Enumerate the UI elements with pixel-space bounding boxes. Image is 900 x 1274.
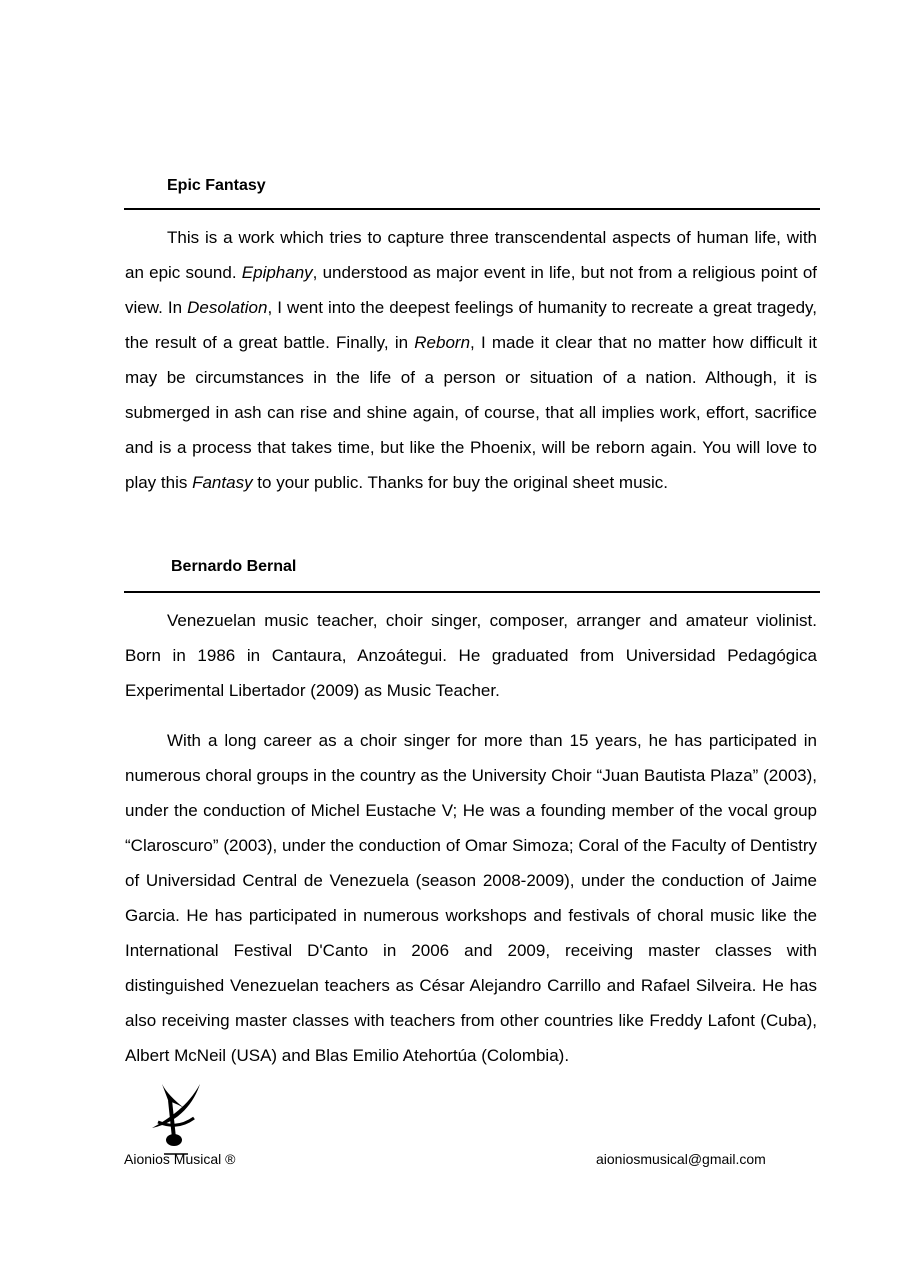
heading-divider xyxy=(124,591,820,593)
text-run: , I went into the deepest feelings of humanity to recreate a great tragedy, the result of a great battle. Finally, in xyxy=(125,298,817,352)
italic-title-run: Desolation xyxy=(187,298,268,317)
footer-brand: Aionios Musical ® xyxy=(124,1151,236,1167)
text-run: , I made it clear that no matter how difficult it may be circumstances in the life of a person or situation of a nation. Although, it is submerged in ash can rise and shine again, of course, that all implies work, effort, sacrifice and is a process that takes time, but like the Phoenix, will be reborn again. You will love to play this xyxy=(125,333,818,492)
italic-title-run: Reborn xyxy=(414,333,471,352)
epic-fantasy-description xyxy=(125,220,817,500)
section-heading-bernardo-bernal: Bernardo Bernal xyxy=(171,558,297,575)
heading-divider xyxy=(124,208,820,210)
italic-title-run: Epiphany xyxy=(241,263,313,282)
text-run: , understood as major event in life, but not from a religious point of view. In xyxy=(125,263,818,317)
text-run: This is a work which tries to capture three transcendental aspects of human life, with an epic sound. xyxy=(125,228,817,282)
bio-paragraph-2: With a long career as a choir singer for more than 15 years, he has participated in numerous choral groups in the country as the University Choir “Juan Bautista Plaza” (2003), under the conduction of Michel Eustache V; He was a founding member of the vocal group “Claroscuro” (2003), under the conduction of Omar Simoza; Coral of the Faculty of Dentistry of Universidad Central de Venezuela (season 2008-2009), under the conduction of Jaime Garcia. He has participated in numerous workshops and festivals of choral music like the International Festival D'Canto in 2006 and 2009, receiving master classes with distinguished Venezuelan teachers as César Alejandro Carrillo and Rafael Silveira. He has also receiving master classes with teachers from other countries like Freddy Lafont (Cuba), Albert McNeil (USA) and Blas Emilio Atehortúa (Colombia). xyxy=(125,731,817,1065)
section-heading-epic-fantasy: Epic Fantasy xyxy=(167,177,266,194)
bio-paragraph-1: Venezuelan music teacher, choir singer, composer, arranger and amateur violinist. Born in 1986 in Cantaura, Anzoátegui. He graduated from Universidad Pedagógica Experimental Libertador (2009) as Music Teacher. xyxy=(125,611,817,700)
footer-email: aioniosmusical@gmail.com xyxy=(596,1151,766,1167)
italic-title-run: Fantasy xyxy=(192,473,253,492)
music-note-logo-icon xyxy=(140,1078,212,1158)
text-run: to your public. Thanks for buy the original sheet music. xyxy=(252,473,669,492)
